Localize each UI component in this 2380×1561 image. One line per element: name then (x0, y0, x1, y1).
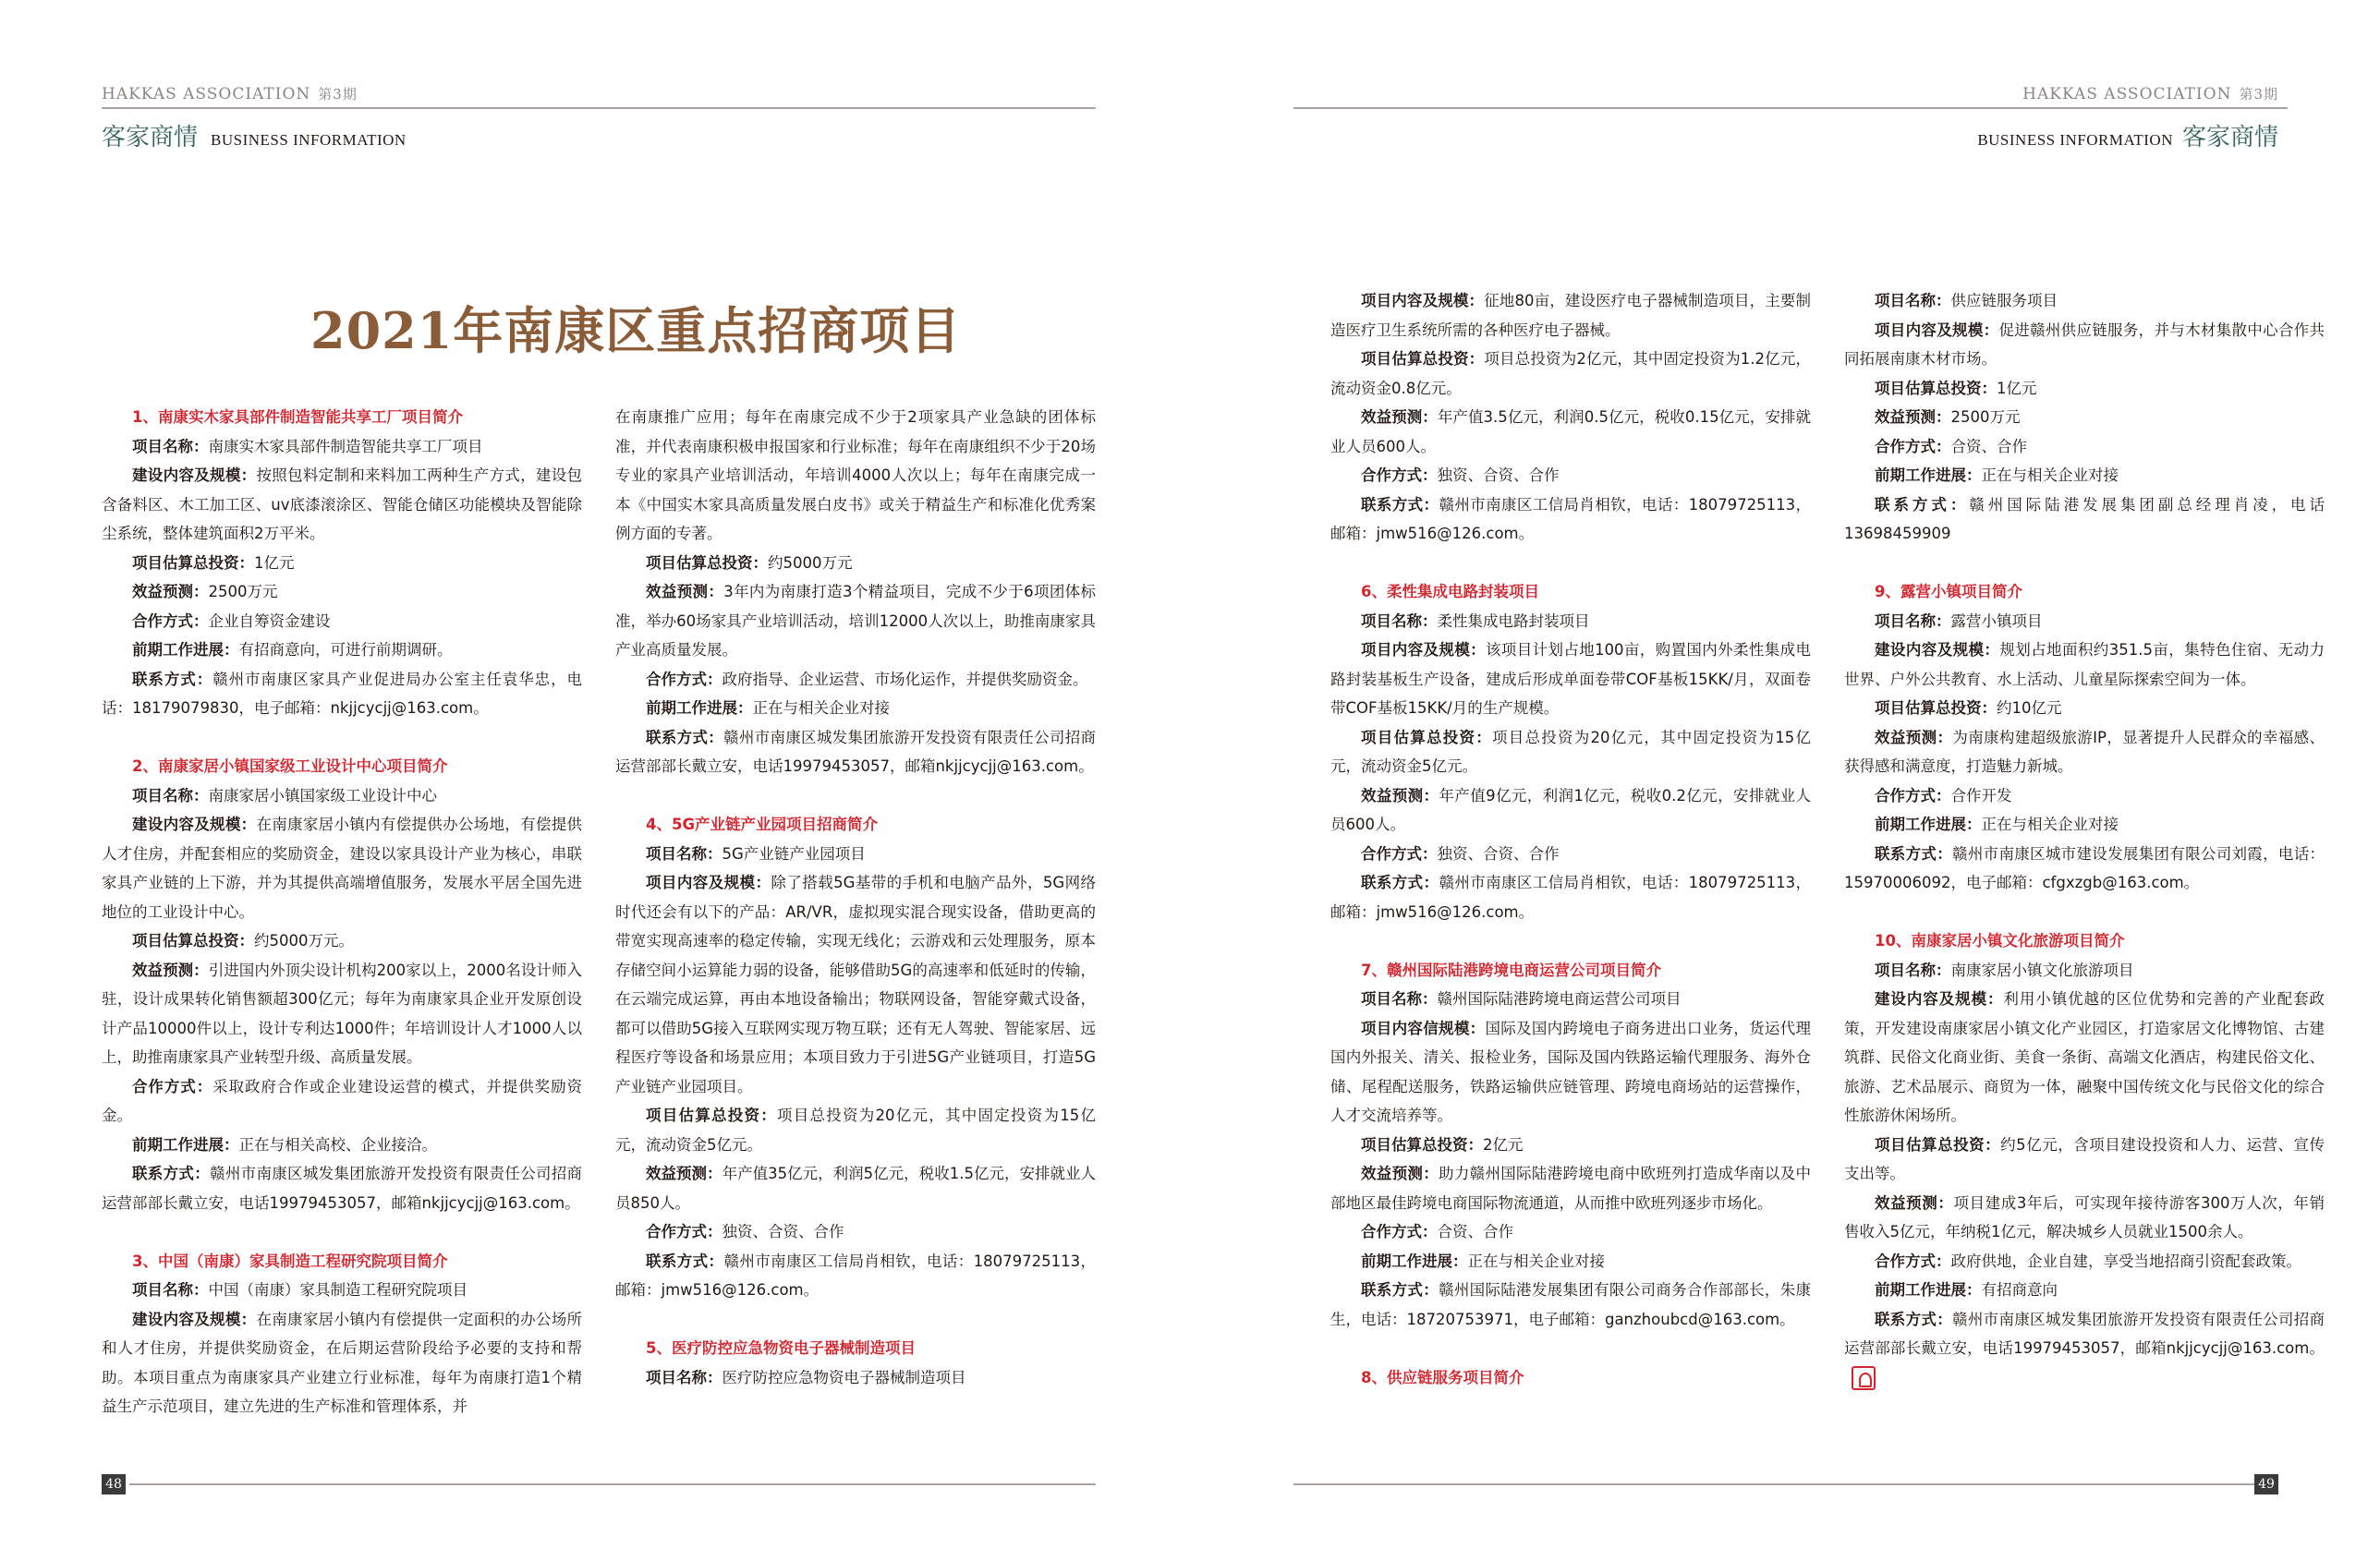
issue-number: 第3期 (2239, 86, 2278, 103)
field-label: 合作方式： (132, 1077, 213, 1095)
field-label: 联系方式： (1361, 1281, 1439, 1299)
field-label: 前期工作进展： (1875, 466, 1982, 484)
project-field (615, 1101, 1096, 1159)
project-field (1330, 1159, 1811, 1217)
field-value: 国际及国内跨境电子商务进出口业务，货运代理国内外报关、清关、报检业务，国际及国内铁路运输代理服务、海外仓储、尾程配送服务，铁路运输供应链管理、跨境电商场站的运营操作，人才交流培养等。 (1330, 1019, 1812, 1124)
project-heading: 2、南康家居小镇国家级工业设计中心项目简介 (132, 757, 448, 775)
field-label: 项目名称： (132, 437, 209, 455)
field-value: 年产值3.5亿元，利润0.5亿元，税收0.15亿元，安排就业人员600人。 (1330, 408, 1811, 455)
field-value: 赣州市南康区工信局肖相钦，电话：18079725113，邮箱：jmw516@126.com。 (615, 1252, 1096, 1299)
field-label: 项目估算总投资： (646, 553, 768, 572)
field-value: 赣州市南康区工信局肖相钦，电话：18079725113，邮箱：jmw516@126.com。 (1330, 874, 1811, 921)
project-field (1844, 403, 2325, 432)
field-label: 建设内容及规模： (1875, 641, 2000, 659)
column-2 (615, 403, 1096, 1392)
field-label: 项目内容信规模： (1361, 1019, 1486, 1037)
section-label-right (1977, 118, 2278, 152)
field-value: 政府供地，企业自建，享受当地招商引资配套政策。 (1950, 1252, 2301, 1270)
field-label: 项目名称： (1875, 611, 1951, 630)
project-field (1330, 1217, 1811, 1247)
field-label: 联系方式： (646, 1252, 724, 1270)
field-label: 效益预测： (1875, 728, 1953, 746)
project-field (102, 607, 582, 636)
header-rule (1293, 107, 2288, 109)
field-value: 正在与相关高校、企业接洽。 (238, 1135, 437, 1154)
project-field (102, 665, 582, 723)
project-field (615, 1217, 1096, 1247)
project-field (1844, 694, 2325, 723)
field-label: 项目估算总投资： (1361, 350, 1485, 368)
column-1 (102, 403, 582, 1422)
field-value: 约5000万元。 (254, 932, 354, 950)
project-field (1330, 781, 1811, 840)
field-value: 利用小镇优越的区位优势和完善的产业配套政策，开发建设南康家居小镇文化产业园区，打造家居文化博物馆、古建筑群、民俗文化商业街、美食一条街、高端文化酒店，构建民俗文化、旅游、艺术品展示、商贸为一体，融聚中国传统文化与民俗文化的综合性旅游休闲场所。 (1844, 990, 2325, 1124)
field-value: 赣州市南康区城市建设发展集团有限公司刘霞，电话：15970006092，电子邮箱：cfgxzgb@163.com。 (1844, 844, 2325, 891)
section-label (102, 118, 407, 152)
project-field (615, 1159, 1096, 1217)
field-value: 征地80亩，建设医疗电子器械制造项目，主要制造医疗卫生系统所需的各种医疗电子器械。 (1330, 292, 1812, 339)
project-field (1330, 1276, 1811, 1334)
paragraph-gap (615, 781, 1096, 811)
field-value: 3年内为南康打造3个精益项目，完成不少于6项团体标准，举办60场家具产业培训活动，培训12000人次以上，助推南康家具产业高质量发展。 (615, 583, 1097, 659)
field-value: 年产值9亿元，利润1亿元，税收0.2亿元，安排就业人员600人。 (1330, 786, 1811, 833)
field-label: 项目估算总投资： (132, 932, 254, 950)
paragraph-gap (102, 1217, 582, 1247)
field-value: 5G产业链产业园项目 (722, 844, 866, 863)
field-label: 效益预测： (1361, 1165, 1439, 1182)
field-value: 引进国内外顶尖设计机构200家以上，2000名设计师入驻，设计成果转化销售额超300亿元；每年为南康家具企业开发原创设计产品10000件以上，设计专利达1000件；年培训设计人才1000人以上，助推南康家具产业转型升级、高质量发展。 (102, 961, 582, 1066)
project-field (1844, 781, 2325, 811)
field-value: 中国（南康）家具制造工程研究院项目 (208, 1281, 468, 1299)
field-label: 前期工作进展： (1875, 816, 1982, 833)
field-value: 项目总投资为20亿元，其中固定投资为15亿元，流动资金5亿元。 (615, 1107, 1096, 1154)
paragraph-gap (1330, 549, 1811, 578)
field-value: 约5亿元，含项目建设投资和人力、运营、宣传支出等。 (1844, 1135, 2325, 1182)
project-field (1844, 956, 2325, 986)
section-cn: 客家商情 (2181, 124, 2278, 151)
project-field (1844, 1305, 2325, 1393)
footer-rule (129, 1483, 1096, 1485)
project-field (1330, 1014, 1811, 1131)
project-heading: 4、5G产业链产业园项目招商简介 (646, 816, 879, 833)
right-page (1190, 0, 2380, 1561)
project-heading: 3、中国（南康）家具制造工程研究院项目简介 (132, 1252, 448, 1270)
field-label: 效益预测： (1875, 408, 1951, 426)
field-label: 项目名称： (1875, 961, 1951, 979)
project-field (1844, 490, 2325, 549)
project-field (102, 1131, 582, 1160)
paragraph-gap (102, 723, 582, 753)
field-label: 项目名称： (132, 786, 209, 805)
field-value: 赣州市南康区工信局肖相钦，电话：18079725113，邮箱：jmw516@126.com。 (1330, 495, 1811, 542)
journal-header (102, 84, 358, 103)
field-label: 联系方式： (646, 728, 724, 746)
project-field (1844, 607, 2325, 636)
field-value: 柔性集成电路封装项目 (1437, 611, 1590, 630)
field-label: 联系方式： (1875, 495, 1970, 514)
field-label: 项目内容及规模： (646, 874, 771, 891)
header-rule (102, 107, 1096, 109)
paragraph-gap (1844, 898, 2325, 927)
project-field (1330, 723, 1811, 781)
project-field (1330, 840, 1811, 869)
project-heading: 1、南康实木家具部件制造智能共享工厂项目简介 (132, 408, 463, 426)
field-label: 项目名称： (646, 1368, 722, 1386)
project-field (615, 1363, 1096, 1393)
column-3 (1330, 286, 1811, 1392)
field-value: 合资、合作 (1950, 437, 2027, 455)
field-value: 正在与相关企业对接 (1467, 1252, 1605, 1270)
field-value: 在南康家居小镇内有偿提供办公场地，有偿提供人才住房，并配套相应的奖励资金，建设以家具设计产业为核心，串联家具产业链的上下游，并为其提供高端增值服务，发展水平居全国先进地位的工业设计中心。 (102, 816, 583, 921)
project-heading: 8、供应链服务项目简介 (1361, 1368, 1524, 1386)
field-label: 项目估算总投资： (1361, 728, 1492, 746)
project-field (102, 926, 582, 956)
field-value: 除了搭载5G基带的手机和电脑产品外，5G网络时代还会有以下的产品：AR/VR，虚拟现实混合现实设备，借助更高的带宽实现高速率的稳定传输，实现无线化；云游戏和云处理服务，原本存储空间小运算能力弱的设备，能够借助5G的高速率和低延时的传输，在云端完成运算，再由本地设备输出；物联网设备，智能穿戴式设备，都可以借助5G接入互联网实现万物互联；还有无人驾驶、智能家居、远程医疗等设备和场景应用；本项目致力于引进5G产业链项目，打造5G产业链产业园项目。 (615, 874, 1096, 1095)
project-field (615, 665, 1096, 695)
field-label: 合作方式： (1361, 844, 1438, 863)
field-label: 效益预测： (1361, 786, 1439, 805)
field-label: 效益预测： (132, 583, 209, 600)
field-label: 项目估算总投资： (132, 553, 254, 572)
end-mark-icon (1852, 1366, 1876, 1390)
field-value: 露营小镇项目 (1950, 611, 2043, 630)
field-label: 建设内容及规模： (132, 816, 257, 833)
field-label: 建设内容及规模： (132, 466, 257, 484)
field-value: 独资、合资、合作 (1437, 844, 1560, 863)
field-label: 项目估算总投资： (1361, 1135, 1483, 1154)
project-heading: 7、赣州国际陆港跨境电商运营公司项目简介 (1361, 961, 1661, 979)
field-value: 政府指导、企业运营、市场化运作，并提供奖励资金。 (722, 670, 1088, 688)
field-value: 该项目计划占地100亩，购置国内外柔性集成电路封装基板生产设备，建成后形成单面卷带COF基板15KK/月，双面卷带COF基板15KK/月的生产规模。 (1330, 641, 1811, 717)
field-value: 赣州市南康区城发集团旅游开发投资有限责任公司招商运营部部长戴立安，电话19979453057，邮箱nkjjcycjj@163.com。 (1844, 1310, 2325, 1357)
field-label: 前期工作进展： (132, 1135, 239, 1154)
field-value: 年产值35亿元，利润5亿元，税收1.5亿元，安排就业人员850人。 (615, 1165, 1097, 1212)
field-label: 效益预测： (1361, 408, 1438, 426)
project-field (102, 781, 582, 811)
field-value: 2500万元 (208, 583, 278, 600)
project-field (102, 432, 582, 462)
field-value: 南康家居小镇文化旅游项目 (1950, 961, 2134, 979)
field-label: 合作方式： (646, 670, 722, 688)
field-value: 赣州国际陆港发展集团副总经理肖凌，电话13698459909 (1844, 495, 2325, 542)
project-field (1330, 286, 1811, 345)
field-value: 南康家居小镇国家级工业设计中心 (208, 786, 437, 805)
field-value: 合作开发 (1950, 786, 2012, 805)
project-field (102, 549, 582, 578)
section-cn: 客家商情 (102, 124, 199, 151)
issue-number: 第3期 (318, 86, 358, 103)
field-label: 合作方式： (1361, 466, 1438, 484)
field-label: 效益预测： (132, 961, 209, 979)
project-field (1844, 1276, 2325, 1305)
field-value: 采取政府合作或企业建设运营的模式，并提供奖励资金。 (102, 1077, 583, 1124)
field-value: 企业自筹资金建设 (208, 611, 331, 630)
continued-paragraph: 在南康推广应用；每年在南康完成不少于2项家具产业急缺的团体标准，并代表南康积极申报国家和行业标准；每年在南康组织不少于20场专业的家具产业培训活动，年培训4000人次以上；每年在南康完成一本《中国实木家具高质量发展白皮书》或关于精益生产和标准化优秀案例方面的专著。 (615, 408, 1096, 542)
field-label: 项目估算总投资： (1875, 1135, 2001, 1154)
field-value: 赣州国际陆港发展集团有限公司商务合作部部长，朱康生，电话：18720753971，电子邮箱：ganzhoubcd@163.com。 (1330, 1281, 1812, 1328)
field-value: 约5000万元 (768, 553, 853, 572)
project-field (1330, 1131, 1811, 1160)
project-field (102, 1159, 582, 1217)
field-value: 正在与相关企业对接 (1981, 466, 2119, 484)
project-field (615, 694, 1096, 723)
field-label: 效益预测： (646, 583, 724, 600)
field-label: 项目内容及规模： (1361, 292, 1485, 309)
field-label: 项目估算总投资： (1875, 379, 1997, 397)
paragraph-gap (615, 1305, 1096, 1335)
field-label: 效益预测： (1875, 1193, 1954, 1212)
project-field (1844, 432, 2325, 462)
field-value: 2500万元 (1950, 408, 2021, 426)
project-field (1330, 635, 1811, 723)
field-value: 约10亿元 (1997, 699, 2062, 717)
field-label: 联系方式： (1875, 1310, 1953, 1328)
field-label: 联系方式： (1361, 495, 1439, 514)
field-value: 合资、合作 (1437, 1223, 1513, 1240)
field-value: 按照包料定制和来料加工两种生产方式，建设包含备料区、木工加工区、uv底漆滚涂区、智能仓储区功能模块及智能除尘系统，整体建筑面积2万平米。 (102, 466, 583, 542)
project-field (102, 810, 582, 926)
project-field (1844, 840, 2325, 898)
field-label: 合作方式： (1361, 1223, 1438, 1240)
field-label: 合作方式： (1875, 437, 1951, 455)
field-label: 项目名称： (1361, 990, 1438, 1008)
field-label: 项目名称： (132, 1281, 209, 1299)
project-field (615, 868, 1096, 1101)
project-field (102, 956, 582, 1072)
journal-name: HAKKAS ASSOCIATION (102, 85, 311, 103)
paragraph-gap (1330, 1334, 1811, 1363)
field-label: 联系方式： (132, 1165, 211, 1182)
project-field (1844, 461, 2325, 490)
field-value: 正在与相关企业对接 (752, 699, 890, 717)
project-field (1330, 607, 1811, 636)
project-heading: 10、南康家居小镇文化旅游项目简介 (1875, 932, 2125, 950)
project-field (1330, 868, 1811, 926)
field-value: 赣州市南康区家具产业促进局办公室主任袁华忠，电话：18179079830，电子邮箱：nkjjcycjj@163.com。 (102, 670, 583, 717)
field-value: 供应链服务项目 (1950, 292, 2058, 309)
field-value: 规划占地面积约351.5亩，集特色住宿、无动力世界、户外公共教育、水上活动、儿童星际探索空间为一体。 (1844, 641, 2325, 688)
field-label: 前期工作进展： (1361, 1252, 1468, 1270)
field-label: 合作方式： (1875, 1252, 1951, 1270)
field-label: 联系方式： (132, 670, 213, 688)
field-value: 2亿元 (1483, 1135, 1524, 1154)
footer-rule (1293, 1483, 2262, 1485)
project-field (102, 1276, 582, 1305)
field-value: 独资、合资、合作 (1437, 466, 1560, 484)
project-field (1844, 1131, 2325, 1189)
project-heading: 5、医疗防控应急物资电子器械制造项目 (646, 1339, 916, 1357)
project-heading: 6、柔性集成电路封装项目 (1361, 583, 1539, 600)
field-value: 正在与相关企业对接 (1981, 816, 2119, 833)
journal-header-right (2022, 84, 2278, 103)
project-field (1844, 985, 2325, 1131)
project-field (615, 1247, 1096, 1305)
field-label: 项目估算总投资： (646, 1107, 777, 1124)
field-label: 合作方式： (646, 1223, 722, 1240)
field-label: 联系方式： (1361, 874, 1439, 891)
field-label: 效益预测： (646, 1165, 722, 1182)
field-value: 赣州市南康区城发集团旅游开发投资有限责任公司招商运营部部长戴立安，电话19979453057，邮箱nkjjcycjj@163.com。 (615, 728, 1097, 775)
field-label: 项目内容及规模： (1361, 641, 1486, 659)
section-en: BUSINESS INFORMATION (211, 131, 407, 149)
project-field (102, 1072, 582, 1131)
field-label: 合作方式： (132, 611, 209, 630)
project-field (1844, 810, 2325, 840)
field-label: 项目估算总投资： (1875, 699, 1997, 717)
field-value: 有招商意向，可进行前期调研。 (238, 641, 453, 659)
field-label: 前期工作进展： (646, 699, 753, 717)
field-value: 项目总投资为20亿元，其中固定投资为15亿元，流动资金5亿元。 (1330, 728, 1811, 775)
field-value: 促进赣州供应链服务，并与木材集散中心合作共同拓展南康木材市场。 (1844, 321, 2325, 368)
field-label: 前期工作进展： (132, 641, 239, 659)
page-title: 2021年南康区重点招商项目 (310, 301, 962, 360)
field-value: 南康实木家具部件制造智能共享工厂项目 (208, 437, 483, 455)
field-value: 赣州市南康区城发集团旅游开发投资有限责任公司招商运营部部长戴立安，电话19979453057，邮箱nkjjcycjj@163.com。 (102, 1165, 583, 1212)
field-label: 项目名称： (1875, 292, 1951, 309)
project-field (1330, 1247, 1811, 1277)
field-label: 项目内容及规模： (1875, 321, 1999, 339)
project-field (1844, 374, 2325, 404)
field-value: 项目建成3年后，可实现年接待游客300万人次，年销售收入5亿元，年纳税1亿元，解决城乡人员就业1500余人。 (1844, 1193, 2325, 1240)
project-field (1844, 1247, 2325, 1277)
field-value: 医疗防控应急物资电子器械制造项目 (722, 1368, 966, 1386)
column-4 (1844, 286, 2325, 1392)
project-field (1844, 286, 2325, 316)
project-field (102, 1305, 582, 1422)
field-label: 建设内容及规模： (132, 1310, 257, 1328)
project-field (615, 549, 1096, 578)
project-field (1844, 1189, 2325, 1247)
project-field (102, 461, 582, 549)
journal-name: HAKKAS ASSOCIATION (2022, 85, 2232, 103)
paragraph-gap (1844, 549, 2325, 578)
field-value: 有招商意向 (1981, 1281, 2058, 1299)
field-label: 联系方式： (1875, 844, 1953, 863)
field-value: 项目总投资为2亿元，其中固定投资为1.2亿元，流动资金0.8亿元。 (1330, 350, 1811, 397)
field-label: 合作方式： (1875, 786, 1951, 805)
field-value: 独资、合资、合作 (722, 1223, 844, 1240)
project-field (1330, 490, 1811, 549)
page-number-right: 49 (2254, 1474, 2278, 1494)
project-field (1330, 345, 1811, 403)
project-field (1844, 316, 2325, 374)
project-field (1330, 461, 1811, 490)
page-number-left: 48 (102, 1474, 126, 1494)
project-field (1330, 985, 1811, 1014)
field-label: 前期工作进展： (1875, 1281, 1982, 1299)
field-value: 1亿元 (254, 553, 295, 572)
paragraph-gap (1330, 926, 1811, 956)
project-field (102, 577, 582, 607)
field-label: 建设内容及规模： (1875, 990, 2004, 1008)
project-field (102, 635, 582, 665)
field-value: 在南康家居小镇内有偿提供一定面积的办公场所和人才住房，并提供奖励资金，在后期运营阶段给予必要的支持和帮助。本项目重点为南康家具产业建立行业标准，每年为南康打造1个精益生产示范项目，建立先进的生产标准和管理体系，并 (102, 1310, 583, 1415)
field-label: 项目名称： (646, 844, 722, 863)
field-value: 为南康构建超级旅游IP，显著提升人民群众的幸福感、获得感和满意度，打造魅力新城。 (1844, 728, 2325, 775)
project-field (1330, 403, 1811, 461)
project-field (615, 577, 1096, 665)
project-field (615, 840, 1096, 869)
field-value: 1亿元 (1997, 379, 2037, 397)
project-field (615, 723, 1096, 781)
field-value: 助力赣州国际陆港跨境电商中欧班列打造成华南以及中部地区最佳跨境电商国际物流通道，从而推中欧班列逐步市场化。 (1330, 1165, 1812, 1212)
project-field (1844, 635, 2325, 694)
field-label: 项目名称： (1361, 611, 1438, 630)
project-field (1844, 723, 2325, 781)
section-en: BUSINESS INFORMATION (1977, 131, 2173, 149)
field-value: 赣州国际陆港跨境电商运营公司项目 (1437, 990, 1682, 1008)
project-heading: 9、露营小镇项目简介 (1875, 583, 2022, 600)
